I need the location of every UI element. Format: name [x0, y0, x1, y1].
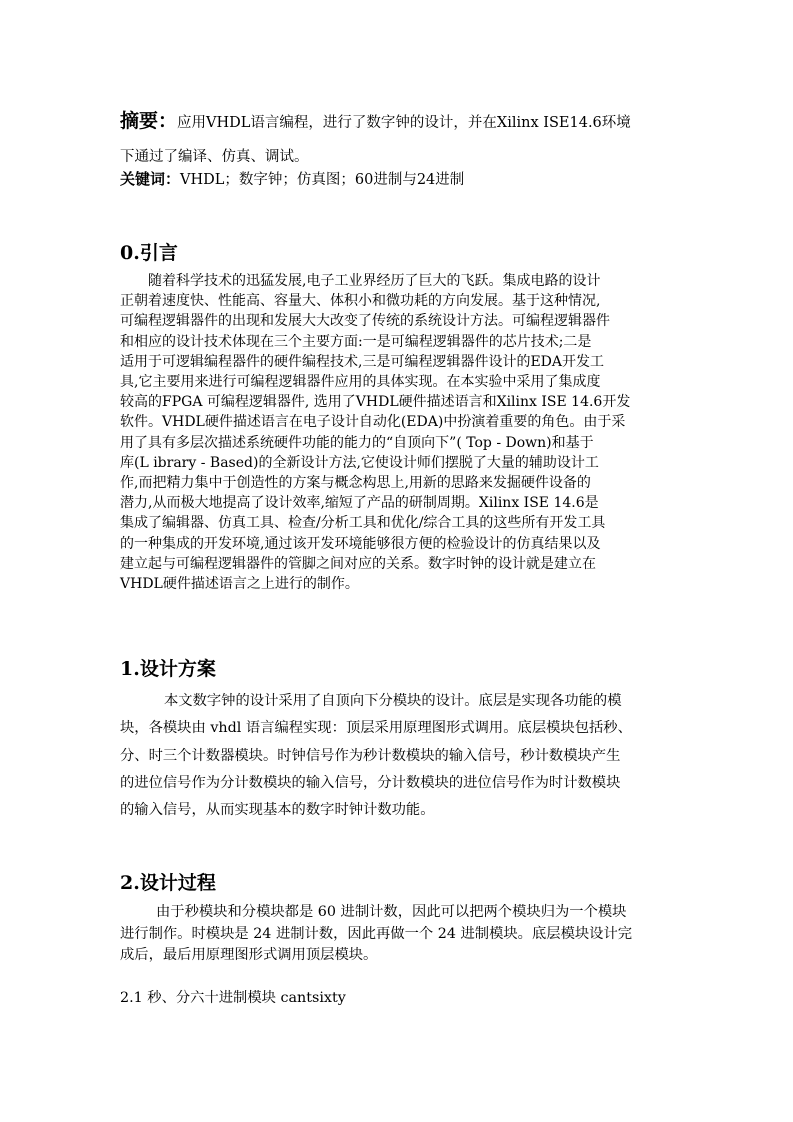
- introduction-paragraph: [120, 271, 680, 594]
- keywords-text: VHDL；数字钟；仿真图；60进制与24进制: [180, 172, 465, 188]
- paragraph-line: 具,它主要用来进行可编程逻辑器件应用的具体实现。在本实验中采用了集成度: [120, 374, 601, 391]
- keywords-label: 关键词：: [120, 170, 181, 188]
- abstract-text-1: 应用VHDL语言编程，进行了数字钟的设计，并在Xilinx ISE14.6环境: [177, 115, 631, 131]
- abstract-text-2: 下通过了编译、仿真、调试。: [120, 149, 309, 165]
- keywords-line: [120, 168, 464, 189]
- section-heading-design-plan: 1.设计方案: [120, 658, 216, 680]
- section-heading-introduction: 0.引言: [120, 242, 178, 264]
- abstract-line-1: [120, 104, 680, 140]
- paragraph-line: 库(L ibrary - Based)的全新设计方法,它使设计师们摆脱了大量的辅助设计工: [120, 454, 599, 471]
- paragraph-line: 潜力,从而极大地提高了设计效率,缩短了产品的研制周期。Xilinx ISE 14.6是: [120, 495, 599, 512]
- abstract-label: 摘要：: [120, 110, 178, 132]
- subsection-heading: 2.1 秒、分六十进制模块 cantsixty: [120, 990, 346, 1006]
- paragraph-line: 的一种集成的开发环境,通过该开发环境能够很方便的检验设计的仿真结果以及: [120, 535, 601, 552]
- paragraph-line: 块，各模块由 vhdl 语言编程实现：顶层采用原理图形式调用。底层模块包括秒、: [120, 720, 632, 737]
- paragraph-line: 可编程逻辑器件的出现和发展大大改变了传统的系统设计方法。可编程逻辑器件: [120, 313, 610, 330]
- paragraph-line: 由于秒模块和分模块都是 60 进制计数，因此可以把两个模块归为一个模块: [156, 904, 627, 920]
- paragraph-line: 的输入信号，从而实现基本的数字时钟计数功能。: [120, 802, 435, 819]
- paragraph-line: VHDL硬件描述语言之上进行的制作。: [120, 576, 359, 593]
- paragraph-line: 成后，最后用原理图形式调用顶层模块。: [120, 947, 378, 963]
- paragraph-line: 进行制作。时模块是 24 进制计数，因此再做一个 24 进制模块。底层模块设计完: [120, 925, 633, 942]
- paragraph-line: 分、时三个计数器模块。时钟信号作为秒计数模块的输入信号，秒计数模块产生: [120, 747, 621, 764]
- paragraph-line: 正朝着速度快、性能高、容量大、体积小和微功耗的方向发展。基于这种情况,: [120, 293, 601, 310]
- abstract-block: [120, 104, 680, 174]
- paragraph-line: 建立起与可编程逻辑器件的管脚之间对应的关系。数字时钟的设计就是建立在: [120, 555, 596, 572]
- paragraph-line: 软件。VHDL硬件描述语言在电子设计自动化(EDA)中扮演着重要的角色。由于采: [120, 414, 626, 431]
- section-heading-design-process: 2.设计过程: [120, 872, 216, 894]
- design-process-paragraph: [120, 902, 680, 967]
- paragraph-line: 作,而把精力集中于创造性的方案与概念构思上,用新的思路来发掘硬件设备的: [120, 475, 591, 492]
- paragraph-line: 用了具有多层次描述系统硬件功能的能力的“自顶向下”( Top - Down)和基于: [120, 434, 594, 451]
- paragraph-line: 适用于可逻辑编程器件的硬件编程技术,三是可编程逻辑器件设计的EDA开发工: [120, 353, 605, 370]
- paragraph-line: 随着科学技术的迅猛发展,电子工业界经历了巨大的飞跃。集成电路的设计: [148, 273, 601, 289]
- paragraph-line: 和相应的设计技术体现在三个主要方面:一是可编程逻辑器件的芯片技术;二是: [120, 333, 592, 350]
- paragraph-line: 较高的FPGA 可编程逻辑器件, 选用了VHDL硬件描述语言和Xilinx ISE 14.6开发: [120, 394, 631, 411]
- paragraph-line: 集成了编辑器、仿真工具、检查/分析工具和优化/综合工具的这些所有开发工具: [120, 515, 606, 532]
- paragraph-line: 的进位信号作为分计数模块的输入信号，分计数模块的进位信号作为时计数模块: [120, 774, 621, 791]
- design-plan-paragraph: [120, 688, 680, 824]
- paragraph-line: 本文数字钟的设计采用了自顶向下分模块的设计。底层是实现各功能的模: [164, 693, 622, 709]
